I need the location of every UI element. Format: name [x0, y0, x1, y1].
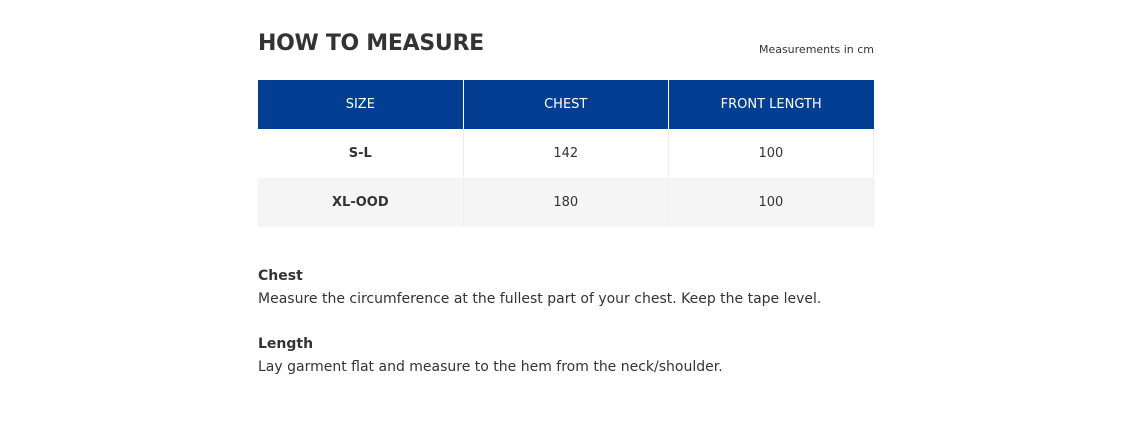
unit-note: Measurements in cm — [758, 43, 874, 56]
note-text: Measure the circumference at the fullest part of your chest. Keep the tape level. — [258, 291, 822, 307]
measure-notes — [258, 265, 874, 379]
size-table — [258, 80, 874, 227]
size-cell: XL-OOD — [258, 178, 463, 227]
front-length-cell: 100 — [668, 129, 873, 178]
column-header-front-length: FRONT LENGTH — [668, 80, 873, 129]
size-guide-header — [258, 28, 874, 58]
column-header-chest: CHEST — [463, 80, 668, 129]
page-title: HOW TO MEASURE — [258, 31, 484, 56]
table-row — [258, 178, 874, 227]
chest-cell: 142 — [463, 129, 668, 178]
note-length — [258, 333, 874, 379]
note-title: Chest — [258, 268, 303, 284]
table-header-row — [258, 80, 874, 129]
note-text: Lay garment flat and measure to the hem from the neck/shoulder. — [258, 359, 723, 375]
size-cell: S-L — [258, 129, 463, 178]
table-row — [258, 129, 874, 178]
note-chest — [258, 265, 874, 311]
front-length-cell: 100 — [668, 178, 873, 227]
chest-cell: 180 — [463, 178, 668, 227]
note-title: Length — [258, 336, 314, 352]
column-header-size: SIZE — [258, 80, 463, 129]
size-guide — [258, 28, 874, 401]
